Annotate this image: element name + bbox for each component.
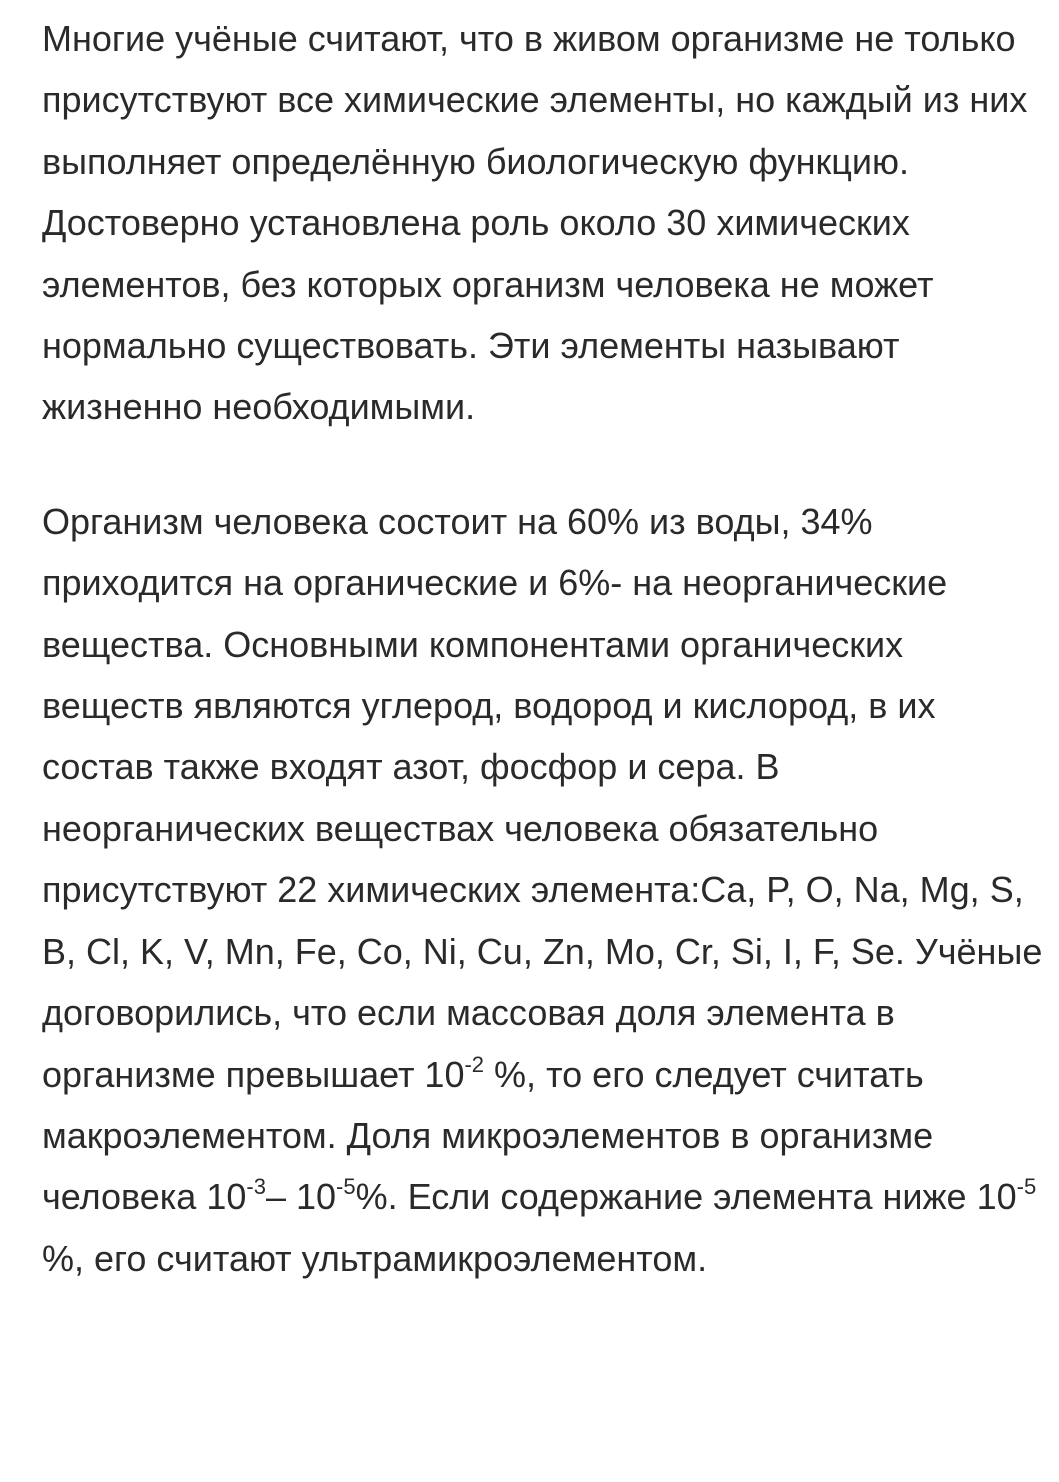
exponent: -5 (1016, 1174, 1037, 1200)
paragraph-essential-elements: Многие учёные считают, что в живом организме не только присутствуют все химические элементы, но каждый из них выполняет определённую биологическую функцию. Достоверно установлена роль около 30 химических элементов, без которых организм человека не может нормально существовать. Эти элементы называют жизненно необходимыми. (42, 18, 1028, 428)
exponent: -5 (336, 1174, 356, 1200)
paragraph-body-composition (42, 491, 1049, 1289)
exponent: -3 (246, 1174, 266, 1200)
text-segment: %, его считают ультрамикроэлементом. (42, 1237, 708, 1279)
exponent: -2 (464, 1051, 485, 1077)
text-segment: – 10 (265, 1176, 337, 1218)
text-segment: %. Если содержание элемента ниже 10 (355, 1176, 1017, 1218)
text-segment: %, то его следует считать макроэлементом. Доля микроэлементов в организме человека 10 (42, 1053, 934, 1218)
text-segment: Организм человека состоит на 60% из воды, 34% приходится на органические и 6%- на неорганические вещества. Основными компонентами органических веществ являются углерод, водород и кислород, в их состав также входят азот, фосфор и сера. В неорганических веществах человека обязательно присутствуют 22 химических элемента:Ca, P, O, Na, Mg, S, B, Cl, K, V, Mn, Fe, Co, Ni, Cu, Zn, Mo, Cr, Si, I, F, Se. Учёные договорились, что если массовая доля элемента в организме превышает 10 (42, 500, 1043, 1095)
